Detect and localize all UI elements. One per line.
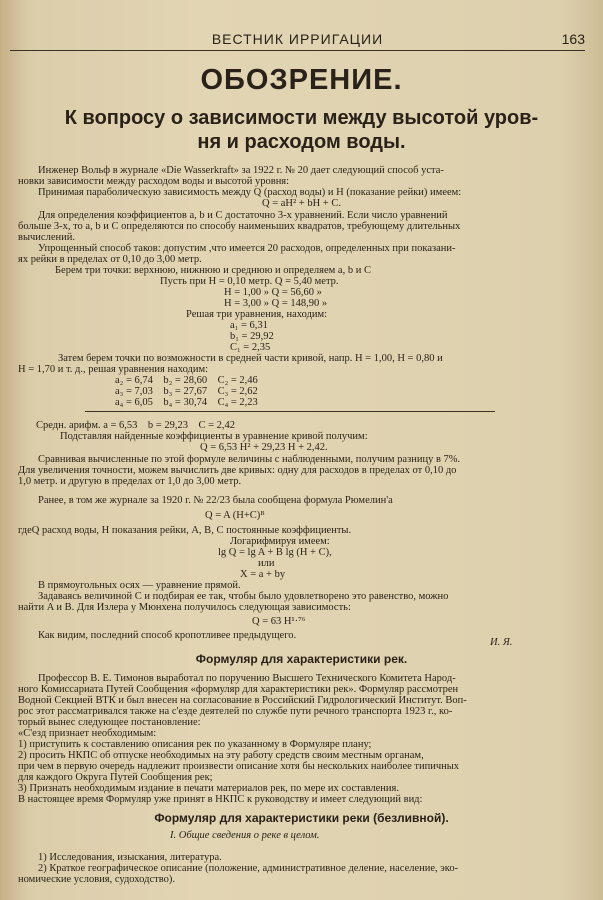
journal-title: ВЕСТНИК ИРРИГАЦИИ xyxy=(211,31,384,47)
text-line: Затем берем точки по возможности в средней части кривой, напр. H = 1,00, H = 0,80 и xyxy=(58,353,443,364)
formula: H = 1,00 » Q = 56,60 » xyxy=(224,287,322,298)
section-title: ОБОЗРЕНИЕ. xyxy=(200,64,403,96)
text-line: при чем в первую очередь надлежит произвести описание хотя бы нескольких наиболее типичных xyxy=(18,761,460,772)
text-line: 2) просить НКПС об отпуске необходимых на эту работу средств своим местным органам, xyxy=(18,750,424,761)
text-line: номические условия, судоходство). xyxy=(18,874,175,885)
text-line: Подставляя найденные коэффициенты в уравнение кривой получим: xyxy=(60,431,368,442)
text-line: торый вынес следующее постановление: xyxy=(18,717,201,728)
text-line: Берем три точки: верхнюю, нижнюю и среднюю и определяем a, b и C xyxy=(55,265,371,276)
text-line: Как видим, последний способ кропотливее предыдущего. xyxy=(38,630,297,641)
text-line: ного Комиссариата Путей Сообщения «формуляр для характеристики рек». Формуляр рассмотрен xyxy=(18,684,459,695)
text-line: Сравнивая вычисленные по этой формуле величины с наблюденными, получим разницу в 7%. xyxy=(38,454,461,465)
text-line: 2) Краткое географическое описание (положение, административное деление, население, эко- xyxy=(38,863,459,874)
text-line: 3) Признать необходимым издание в печати материалов рек, по мере их составления. xyxy=(18,783,400,794)
text-line: Для увеличения точности, можем вычислить две кривых: одну для расходов в пределах от 0,10 до xyxy=(18,465,457,476)
article-title-line: ня и расходом воды. xyxy=(197,131,406,153)
text-line: гдеQ расход воды, H показания рейки, A, B, C постоянные коэффициенты. xyxy=(18,525,352,536)
formula: a₁ = 6,31 xyxy=(230,320,268,331)
text-line: ях рейки в пределах от 0,10 до 3,00 метр. xyxy=(18,254,202,265)
running-header xyxy=(10,30,585,51)
text-line: H = 1,70 и т. д., решая уравнения находим: xyxy=(18,364,209,375)
text-line: В прямоугольных осях — уравнение прямой. xyxy=(38,580,241,591)
subheading: Формуляр для характеристики рек. xyxy=(195,652,408,666)
text-line: 1,0 метр. и другую в пределах от 1,0 до 3,00 метр. xyxy=(18,476,242,487)
text-line: Ранее, в том же журнале за 1920 г. № 22/23 была сообщена формула Рюмелин'а xyxy=(38,495,393,506)
formula: b₁ = 29,92 xyxy=(230,331,274,342)
text-line: Водной Секцией ВТК и был внесен на согласование в Российский Гидрологический Институт. Воп- xyxy=(18,695,467,706)
text-line: для каждого Округа Путей Сообщения рек; xyxy=(18,772,213,783)
text-line: больше 3-х, то a, b и C определяются по способу наименьших квадратов, требующему длительных xyxy=(18,221,461,232)
text-line: Профессор В. Е. Тимонов выработал по поручению Высшего Технического Комитета Народ- xyxy=(38,673,456,684)
author-signature: И. Я. xyxy=(490,637,513,648)
text-line: рос этот рассматривался также на с'езде деятелей по службе пути речного транспорта 1923 г., ко- xyxy=(18,706,453,717)
section-heading: I. Общие сведения о реке в целом. xyxy=(170,830,320,841)
text-line: «С'езд признает необходимым: xyxy=(18,728,157,739)
formula: C₁ = 2,35 xyxy=(230,342,271,353)
formula: a₂ = 6,74 b₂ = 28,60 C₂ = 2,46 xyxy=(115,375,258,386)
formula: a₄ = 6,05 b₄ = 30,74 C₄ = 2,23 xyxy=(115,397,258,408)
formula: Пусть при H = 0,10 метр. Q = 5,40 метр. xyxy=(160,276,339,287)
text-line: В настоящее время Формуляр уже принят в НКПС к руководству и имеет следующий вид: xyxy=(18,794,423,805)
formula: Q = aH² + bH + C. xyxy=(262,198,341,209)
text-line: вычислений. xyxy=(18,232,75,243)
text-line: новки зависимости между расходом воды и высотой уровня: xyxy=(18,176,290,187)
formula: a₃ = 7,03 b₃ = 27,67 C₃ = 2,62 xyxy=(115,386,258,397)
text-line: Принимая параболическую зависимость между Q (расход воды) и H (показание рейки) имеем: xyxy=(38,187,462,198)
text-line: Решая три уравнения, находим: xyxy=(186,309,328,320)
subheading: Формуляр для характеристики реки (безливной). xyxy=(154,811,449,825)
formula: Q = 63 H¹·⁷⁶ xyxy=(252,616,306,627)
text-line: 1) приступить к составлению описания рек по указанному в Формуляре плану; xyxy=(18,739,372,750)
text-line: или xyxy=(258,558,275,569)
text-line: Инженер Вольф в журнале «Die Wasserkraft» за 1922 г. № 20 дает следующий способ уста- xyxy=(38,165,444,176)
text-line: найти A и B. Для Излера у Мюнхена получилось следующая зависимость: xyxy=(18,602,351,613)
text-line: Для определения коэффициентов a, b и C достаточно 3-х уравнений. Если число уравнений xyxy=(38,210,448,221)
formula: X = a + by xyxy=(240,569,286,580)
divider xyxy=(85,411,495,412)
article-title xyxy=(20,106,583,154)
formula: Q = A (H+C)ᴮ xyxy=(205,510,265,521)
formula: H = 3,00 » Q = 148,90 » xyxy=(224,298,328,309)
page-number: 163 xyxy=(561,31,585,47)
text-line: Задаваясь величиной C и подбирая ее так, чтобы было удовлетворено это равенство, можно xyxy=(38,591,449,602)
article-title-line: К вопросу о зависимости между высотой уров- xyxy=(64,107,539,129)
text-line: Логарифмируя имеем: xyxy=(230,536,330,547)
formula: Q = 6,53 H² + 29,23 H + 2,42. xyxy=(200,442,328,453)
text-line: Упрощенный способ таков: допустим ,что имеется 20 расходов, определенных при показани- xyxy=(38,243,456,254)
formula: Средн. арифм. a = 6,53 b = 29,23 C = 2,42 xyxy=(36,420,236,431)
formula: lg Q = lg A + B lg (H + C), xyxy=(218,547,332,558)
text-line: 1) Исследования, изыскания, литература. xyxy=(38,852,222,863)
